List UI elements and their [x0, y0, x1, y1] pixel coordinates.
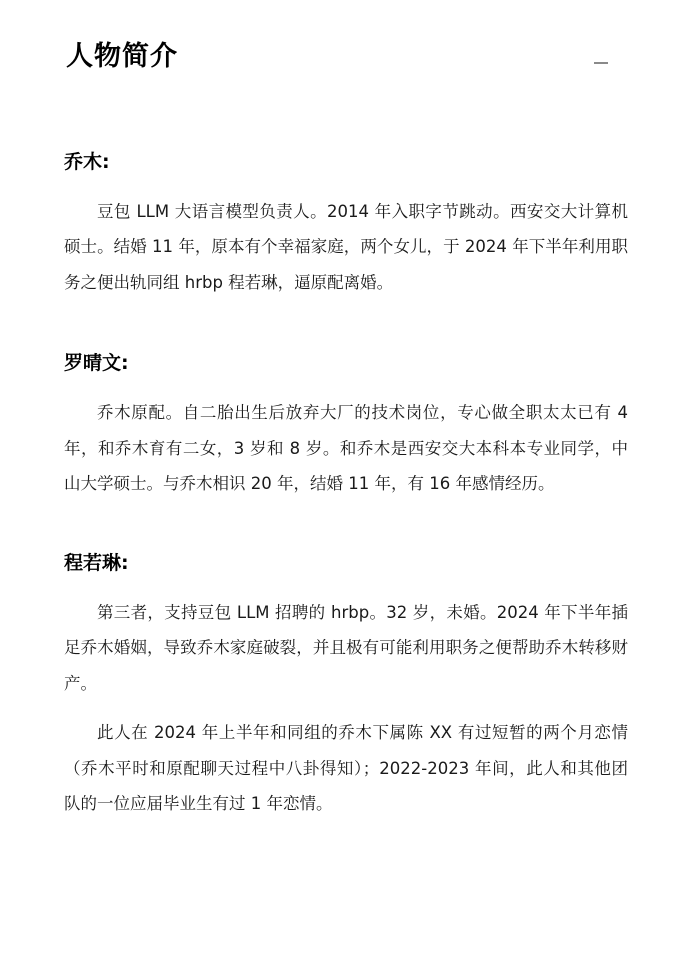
- paragraph: 乔木原配。自二胎出生后放弃大厂的技术岗位，专心做全职太太已有 4 年，和乔木育有二女，3 岁和 8 岁。和乔木是西安交大本科本专业同学，中山大学硕士。与乔木相识 20 年，结婚 11 年，有 16 年感情经历。: [64, 403, 628, 494]
- page-title: 人物简介: [66, 41, 178, 72]
- paragraph: 豆包 LLM 大语言模型负责人。2014 年入职字节跳动。西安交大计算机硕士。结婚 11 年，原本有个幸福家庭，两个女儿，于 2024 年下半年利用职务之便出轨同组 hrbp 程若琳，逼原配离婚。: [64, 202, 628, 292]
- section-heading-qiaomu: 乔木:: [64, 151, 110, 173]
- section-luoqingwen: [58, 348, 632, 501]
- section-chengruolin: [58, 548, 632, 822]
- paragraph: 此人在 2024 年上半年和同组的乔木下属陈 XX 有过短暂的两个月恋情（乔木平时和原配聊天过程中八卦得知）；2022-2023 年间，此人和其他团队的一位应届毕业生有过 1 年恋情。: [64, 723, 628, 814]
- section-heading-chengruolin: 程若琳:: [64, 551, 129, 574]
- paragraph: 第三者，支持豆包 LLM 招聘的 hrbp。32 岁，未婚。2024 年下半年插足乔木婚姻，导致乔木家庭破裂，并且极有可能利用职务之便帮助乔木转移财产。: [64, 602, 628, 693]
- section-heading-luoqingwen: 罗晴文:: [64, 352, 129, 375]
- dash-mark-icon: [594, 62, 608, 64]
- section-qiaomu: [58, 147, 632, 300]
